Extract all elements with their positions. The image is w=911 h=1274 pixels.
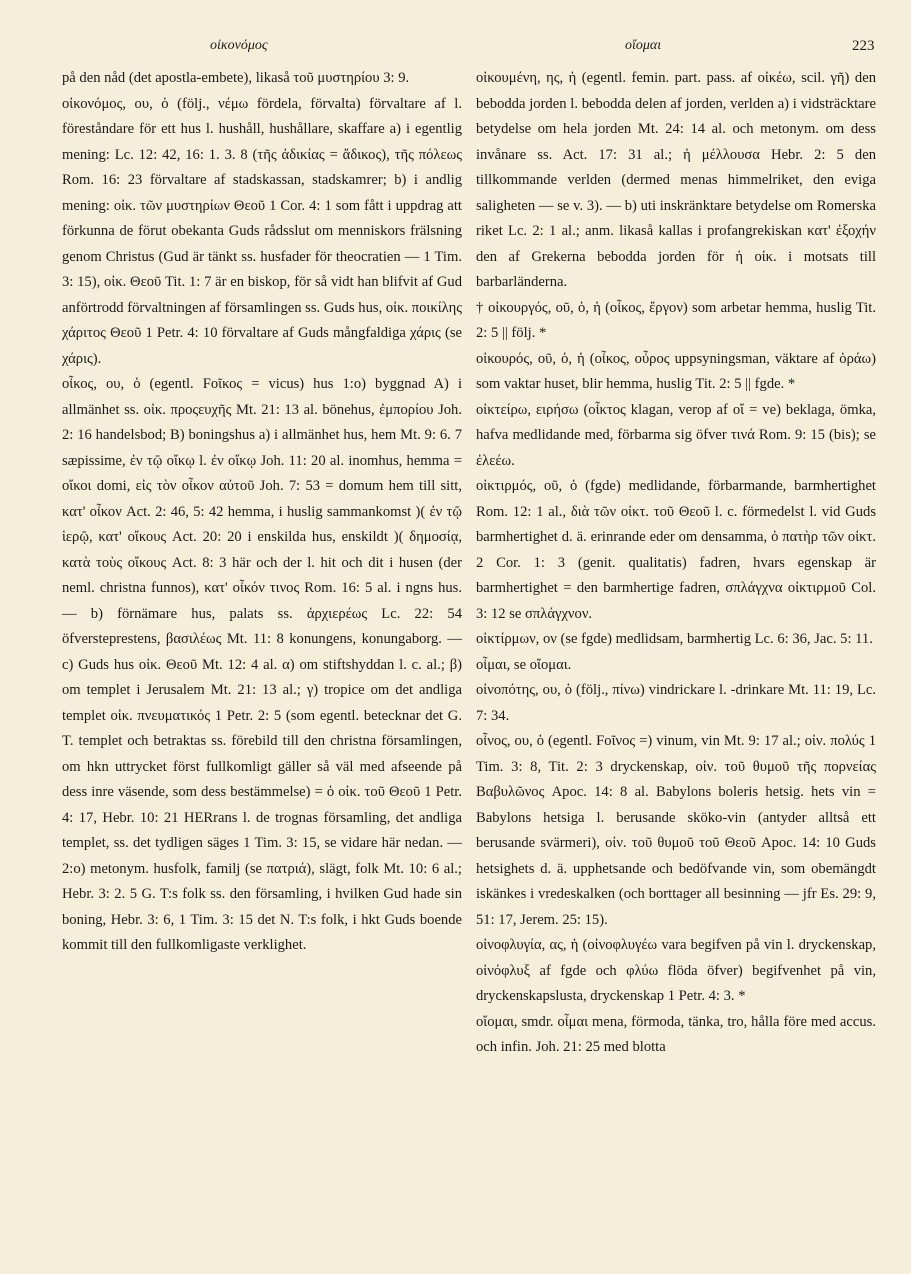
entry-oimai: οἶμαι, se οἴομαι. — [476, 656, 572, 673]
left-column — [62, 66, 462, 959]
left-guide-word: οἰκονόμος — [210, 38, 268, 53]
entry-oinos: οἶνος, ου, ὁ (egentl. Fοῖνος =) vinum, vin Mt. 9: 17 al.; οἰν. πολύς 1 Tim. 3: 8, Tit. 2: 3 dryckenskap, οἰν. τοῦ θυμοῦ τῆς πορνείας Βαβυλῶνος Apoc. 14: 8 al. Babylons boleris hetsig. hets vin = Babylons hetsiga l. berusande sköko-vin (antyder alltså ett berusande svärmeri), οἰν. τοῦ θυμοῦ τοῦ Θεοῦ Apoc. 14: 10 Guds hetsighets d. ä. upphetsande och bedöfvande vin, som obemängdt iskänkes i vredeskalken (och borttager all besinning — jfr Es. 29: 9, 51: 17, Jerem. 25: 15). — [476, 733, 876, 928]
entry-oinophlygia: οἰνοφλυγία, ας, ἡ (οἰνοφλυγέω vara begifven på vin l. dryckenskap, οἰνόφλυξ af fgde och φλύω flöda öfver) begifvenhet på vin, dryckenskapslusta, dryckenskap 1 Petr. 4: 3. * — [476, 937, 876, 1004]
entry-oinopotes: οἰνοπότης, ου, ὁ (följ., πίνω) vindrickare l. -drinkare Mt. 11: 19, Lc. 7: 34. — [476, 682, 876, 724]
right-guide-word: οἴομαι — [625, 38, 662, 53]
entry-oikouros: οἰκουρός, οῦ, ὁ, ἡ (οἶκος, οὖρος uppsyningsman, väktare af ὁράω) som vaktar huset, blir hemma, huslig Tit. 2: 5 || fgde. * — [476, 350, 876, 392]
page-number: 223 — [852, 38, 875, 54]
entry-oikteiro: οἰκτείρω, ειρήσω (οἶκτος klagan, verop af οἴ = ve) beklaga, ömka, hafva medlidande med, förbarma sig öfver τινά Rom. 9: 15 (bis); se ἐλεέω. — [476, 401, 876, 469]
entry-continuation: på den nåd (det apostla-embete), likaså τοῦ μυστηρίου 3: 9. — [62, 70, 410, 86]
entry-oikoumene: οἰκουμένη, ης, ἡ (egentl. femin. part. pass. af οἰκέω, scil. γῆ) den bebodda jorden l. bebodda delen af jorden, verlden a) i vidsträcktare betydelse om hela jorden Mt. 24: 14 al. och metonym. om dess invånare ss. Act. 17: 31 al.; ἡ μέλλουσα Hebr. 2: 5 den tillkommande verlden (dermed menas himmelriket, den eviga saligheten — se v. 3). — b) uti inskränktare betydelse om Romerska riket Lc. 2: 1 al.; anm. likaså kallas i profangrekiskan κατ' ἐξοχήν den af Grekerna bebodda jorden för ἡ οἰκ. i motsats till barbarländerna. — [476, 70, 876, 290]
entry-oiomai: οἴομαι, smdr. οἶμαι mena, förmoda, tänka, tro, hålla före med accus. och infin. Joh. 21: 25 med blotta — [476, 1013, 876, 1055]
entry-oikourgos: † οἰκουργός, οῦ, ὁ, ἡ (οἶκος, ἔργον) som arbetar hemma, huslig Tit. 2: 5 || följ. * — [476, 299, 876, 341]
entry-oikonomos: οἰκονόμος, ου, ὁ (följ., νέμω fördela, förvalta) förvaltare af l. föreståndare för ett hus l. hushåll, hushållare, skaffare a) i egentlig mening: Lc. 12: 42, 16: 1. 3. 8 (τῆς ἀδικίας = ἄδικος), τῆς πόλεως Rom. 16: 23 förvaltare af stadskassan, stadskamrer; b) i andlig mening: οἰκ. τῶν μυστηρίων Θεοῦ 1 Cor. 4: 1 som fått i uppdrag att förkunna de förut obekanta Guds rådsslut om menniskors frälsning genom Christus (Gud är tänkt ss. husfader för theocratien — 1 Tim. 3: 15), οἰκ. Θεοῦ Tit. 1: 7 är en biskop, för så vidt han blifvit af Gud anförtrodd förvaltningen af församlingen ss. Guds hus, οἰκ. ποικίλης χάριτος Θεοῦ 1 Petr. 4: 10 förvaltare af Guds mångfaldiga χάρις (se χάρις). — [62, 95, 462, 367]
entry-oiktirmos: οἰκτιρμός, οῦ, ὁ (fgde) medlidande, förbarmande, barmhertighet Rom. 12: 1 al., διὰ τῶν οἰκτ. τοῦ Θεοῦ l. c. förmedelst l. vid Guds barmhertighet d. ä. erinrande eder om densamma, ὁ πατὴρ τῶν οἰκτ. 2 Cor. 1: 3 (genit. qualitatis) fadren, hvars egenskap är barmhertighet = den barmhertige fadren, σπλάγχνα οἰκτιρμοῦ Col. 3: 12 se σπλάγχνον. — [476, 478, 876, 622]
right-column — [476, 66, 876, 1061]
entry-oikos: οἶκος, ου, ὁ (egentl. Fοῖκος = vicus) hus 1:o) byggnad A) i allmänhet ss. οἰκ. προςευχῆς Mt. 21: 13 al. bönehus, ἐμπορίου Joh. 2: 16 handelsbod; B) boningshus a) i allmänhet hus, hem Mt. 9: 6. 7 sæpissime, ἐν τῷ οἴκῳ l. ἐν οἴκῳ Joh. 11: 20 al. inomhus, hemma = οἴκοι domi, εἰς τὸν οἶκον αὐτοῦ Joh. 7: 53 = domum hem till sitt, κατ' οἶκον Act. 2: 46, 5: 42 hemma, i huslig sammankomst )( ἐν τῷ ἱερῷ, κατ' οἴκους Act. 20: 20 i enskilda hus, enskildt )( δημοσίᾳ, κατὰ τοὺς οἴκους Act. 8: 3 här och der l. hit och dit i husen (der neml. christna funnos), κατ' οἶκόν τινος Rom. 16: 5 al. i ngns hus. — b) förnämare hus, palats ss. ἀρχιερέως Lc. 22: 54 öfversteprestens, βασιλέως Mt. 11: 8 konungens, konungaborg. — c) Guds hus οἰκ. Θεοῦ Mt. 12: 4 al. α) om stiftshyddan l. c. al.; β) om templet i Jerusalem Mt. 21: 13 al.; γ) tropice om det andliga templet οἰκ. πνευματικός 1 Petr. 2: 5 (som egentl. betecknar det G. T. templet och betraktas ss. förebild till den christna församlingen, om hkn uttrycket först fullkomligt gäller så väl med afseende på dess inre väsende, som dess bestämmelse) = ὁ οἰκ. τοῦ Θεοῦ 1 Petr. 4: 17, Hebr. 10: 21 HERrans l. de trognas församling, det andliga templet, ss. det tydligen säges 1 Tim. 3: 15, se vidare här nedan. — 2:o) metonym. husfolk, familj (se πατριά), slägt, folk Mt. 10: 6 al.; Hebr. 3: 2. 5 G. T:s folk ss. den församling, i hvilken Gud hade sin boning, Hebr. 3: 6, 1 Tim. 3: 15 det N. T:s folk, i hkt Guds boende kommit till den fullkomligaste verklighet. — [62, 376, 462, 953]
entry-oiktirmon: οἰκτίρμων, ον (se fgde) medlidsam, barmhertig Lc. 6: 36, Jac. 5: 11. — [476, 631, 873, 647]
